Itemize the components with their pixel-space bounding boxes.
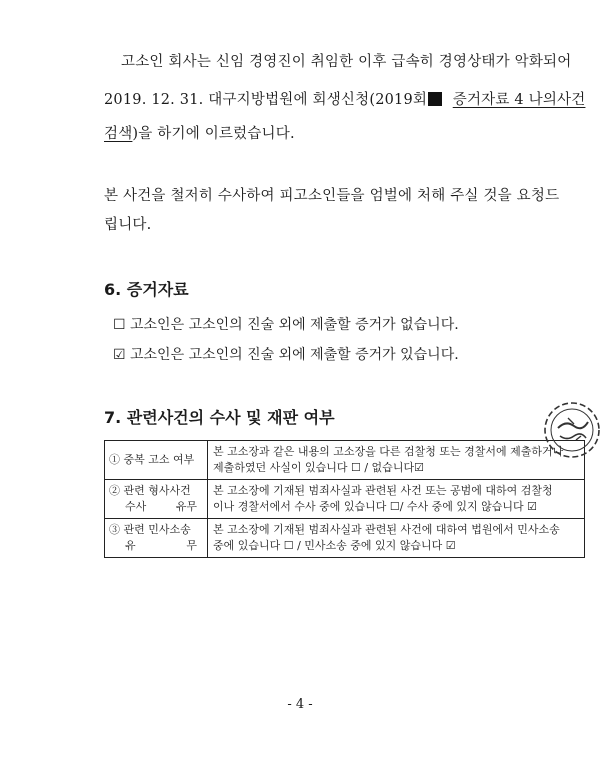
row-header-line2-left: 수사 [125,499,147,513]
paragraph1-line1: 고소인 회사는 신임 경영진이 취임한 이후 급속히 경영상태가 악화되어 [121,54,572,70]
row-header-line1: ① 중복 고소 여부 [109,452,195,466]
row-header-line2 [109,499,203,515]
row-header [105,441,208,480]
table-row [105,518,585,557]
evidence-option-exists: ☑ 고소인은 고소인의 진술 외에 제출할 증거가 있습니다. [113,347,459,363]
row-content-line1: 본 고소장에 기재된 범죄사실과 관련된 사건 또는 공범에 대하여 검찰청 [213,483,553,497]
circular-stamp-icon [540,398,600,462]
row-header-line2-left: 유 [125,538,136,552]
table-row [105,479,585,518]
row-header-line1: ③ 관련 민사소송 [109,522,191,536]
page-number: - 4 - [287,697,313,712]
row-content-line2: 중에 있습니다 ☐ / 민사소송 중에 있지 않습니다 ☑ [213,538,456,552]
section6-title: 6. 증거자료 [104,280,189,299]
redaction-block [428,92,442,106]
paragraph1-line2 [104,88,585,109]
row-header-line2 [109,538,203,554]
row-content-line1: 본 고소장에 기재된 범죄사실과 관련된 사건에 대하여 법원에서 민사소송 [213,522,560,536]
paragraph1-line3 [104,122,295,143]
related-cases-table [104,440,585,558]
paragraph2-line1: 본 사건을 철저히 수사하여 피고소인들을 엄벌에 처해 주실 것을 요청드 [104,188,560,204]
table-row [105,441,585,480]
row-header-line2-right: 무 [186,538,197,552]
row-content-line1: 본 고소장과 같은 내용의 고소장을 다른 검찰청 또는 경찰서에 제출하거나 [213,445,564,458]
paragraph1-line3-text: )을 하기에 이르렀습니다. [132,126,295,142]
row-header [105,479,208,518]
row-header-line1: ② 관련 형사사건 [109,483,191,497]
row-content-line2: 제출하였던 사실이 있습니다 ☐ / 없습니다☑ [213,460,424,474]
paragraph1-line2-text: 2019. 12. 31. 대구지방법원에 회생신청(2019회 [104,92,428,108]
row-header-line2-right: 유무 [175,499,197,513]
row-content [208,518,585,557]
paragraph2-line2: 립니다. [104,217,152,233]
row-content-line2: 이나 경찰서에서 수사 중에 있습니다 ☐/ 수사 중에 있지 않습니다 ☑ [213,499,538,513]
row-header [105,518,208,557]
evidence-reference-end: 검색 [104,126,133,142]
row-content [208,479,585,518]
evidence-reference: 증거자료 4 나의사건 [452,92,586,108]
evidence-option-none: ☐ 고소인은 고소인의 진술 외에 제출할 증거가 없습니다. [113,317,459,333]
row-content [208,441,585,480]
section7-title: 7. 관련사건의 수사 및 재판 여부 [104,408,335,427]
